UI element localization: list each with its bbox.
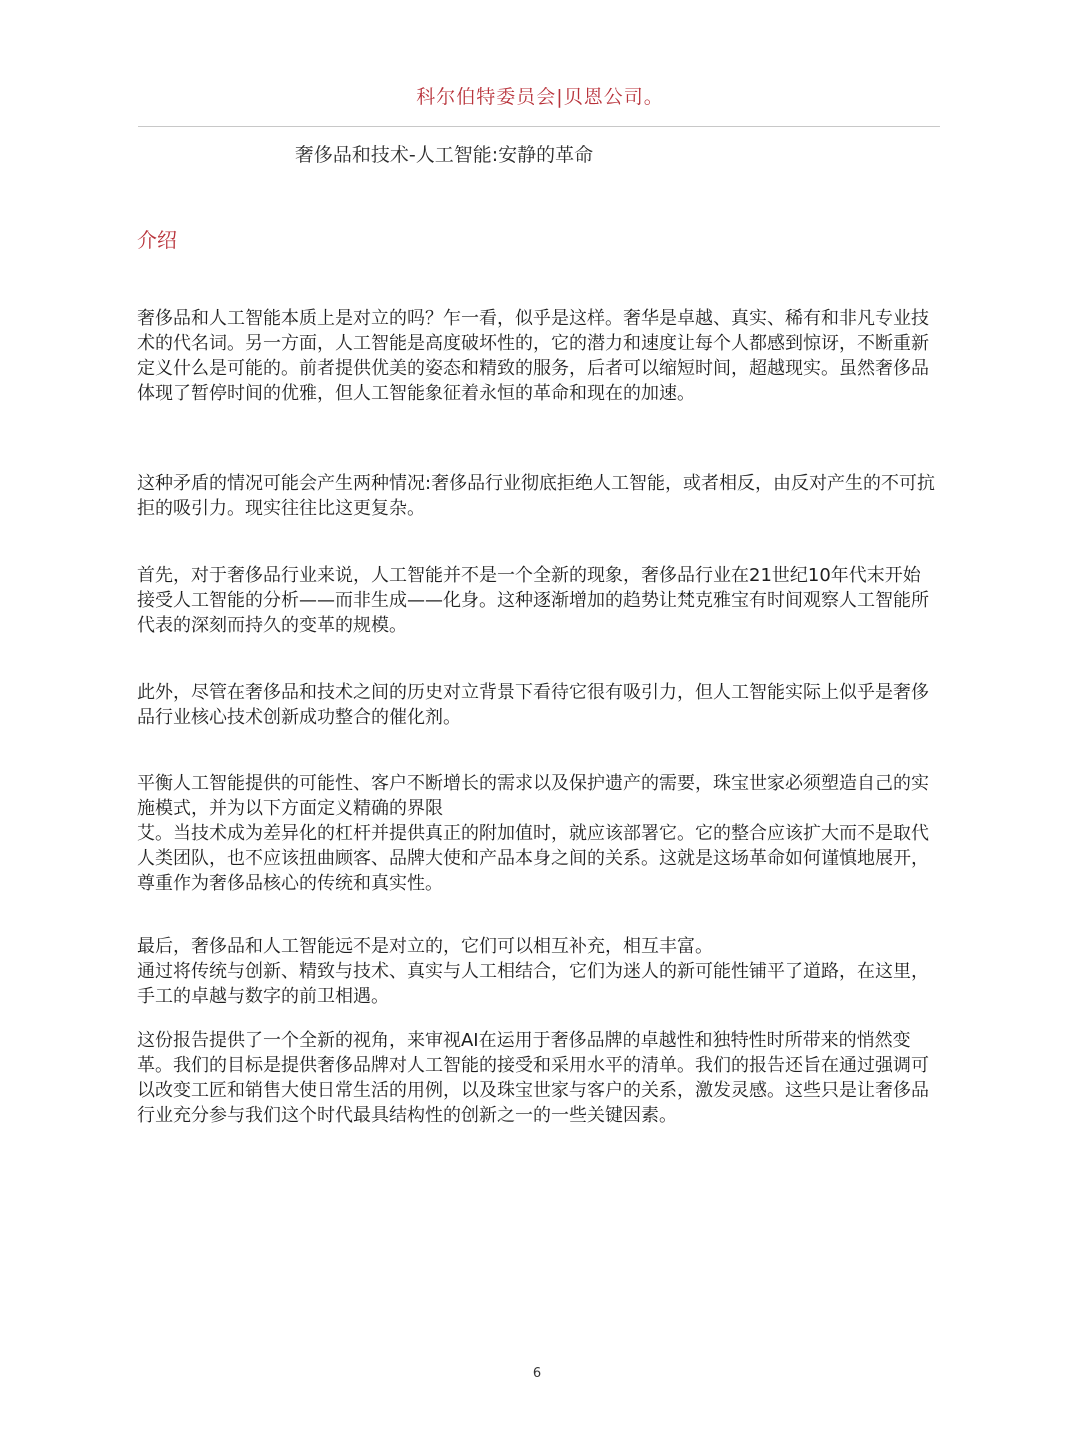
paragraph-text: 这份报告提供了一个全新的视角，来审视AI在运用于奢侈品牌的卓越性和独特性时所带来的悄然变革。我们的目标是提供奢侈品牌对人工智能的接受和采用水平的清单。我们的报告还旨在通过强调可以改变工匠和销售大使日常生活的用例，以及珠宝世家与客户的关系，激发灵感。这些只是让奢侈品行业充分参与我们这个时代最具结构性的创新之一的一些关键因素。 (137, 1030, 929, 1126)
paragraph-report (137, 1028, 937, 1128)
section-heading: 介绍 (137, 228, 177, 252)
paragraph-text: 此外，尽管在奢侈品和技术之间的历史对立背景下看待它很有吸引力，但人工智能实际上似乎是奢侈品行业核心技术创新成功整合的催化剂。 (137, 682, 929, 728)
paragraph-contradiction (137, 471, 937, 521)
page-header: 科尔伯特委员会|贝恩公司。 (416, 86, 664, 108)
paragraph-intro (137, 306, 937, 406)
paragraph-first (137, 563, 937, 638)
header-divider (138, 126, 940, 127)
paragraph-text: 首先，对于奢侈品行业来说，人工智能并不是一个全新的现象，奢侈品行业在21世纪10年代末开始接受人工智能的分析——而非生成——化身。这种逐渐增加的趋势让梵克雅宝有时间观察人工智能所代表的深刻而持久的变革的规模。 (137, 565, 929, 636)
paragraph-text: 通过将传统与创新、精致与技术、真实与人工相结合，它们为迷人的新可能性铺平了道路，在这里，手工的卓越与数字的前卫相遇。 (137, 961, 929, 1007)
paragraph-text: 最后，奢侈品和人工智能远不是对立的，它们可以相互补充，相互丰富。 (137, 936, 713, 957)
paragraph-text: 艾。当技术成为差异化的杠杆并提供真正的附加值时，就应该部署它。它的整合应该扩大而不是取代人类团队，也不应该扭曲顾客、品牌大使和产品本身之间的关系。这就是这场革命如何谨慎地展开，尊重作为奢侈品核心的传统和真实性。 (137, 823, 929, 894)
paragraph-text: 奢侈品和人工智能本质上是对立的吗？乍一看，似乎是这样。奢华是卓越、真实、稀有和非凡专业技术的代名词。另一方面，人工智能是高度破坏性的，它的潜力和速度让每个人都感到惊讶，不断重新定义什么是可能的。前者提供优美的姿态和精致的服务，后者可以缩短时间，超越现实。虽然奢侈品体现了暂停时间的优雅，但人工智能象征着永恒的革命和现在的加速。 (137, 308, 929, 404)
paragraph-text: 平衡人工智能提供的可能性、客户不断增长的需求以及保护遗产的需要，珠宝世家必须塑造自己的实施模式，并为以下方面定义精确的界限 (137, 773, 929, 819)
paragraph-balance (137, 771, 937, 896)
document-title: 奢侈品和技术-人工智能:安静的革命 (294, 144, 594, 166)
page-number: 6 (532, 1366, 542, 1381)
paragraph-text: 这种矛盾的情况可能会产生两种情况:奢侈品行业彻底拒绝人工智能，或者相反，由反对产生的不可抗拒的吸引力。现实往往比这更复杂。 (137, 473, 936, 519)
paragraph-moreover (137, 680, 937, 730)
paragraph-finally (137, 934, 937, 1009)
